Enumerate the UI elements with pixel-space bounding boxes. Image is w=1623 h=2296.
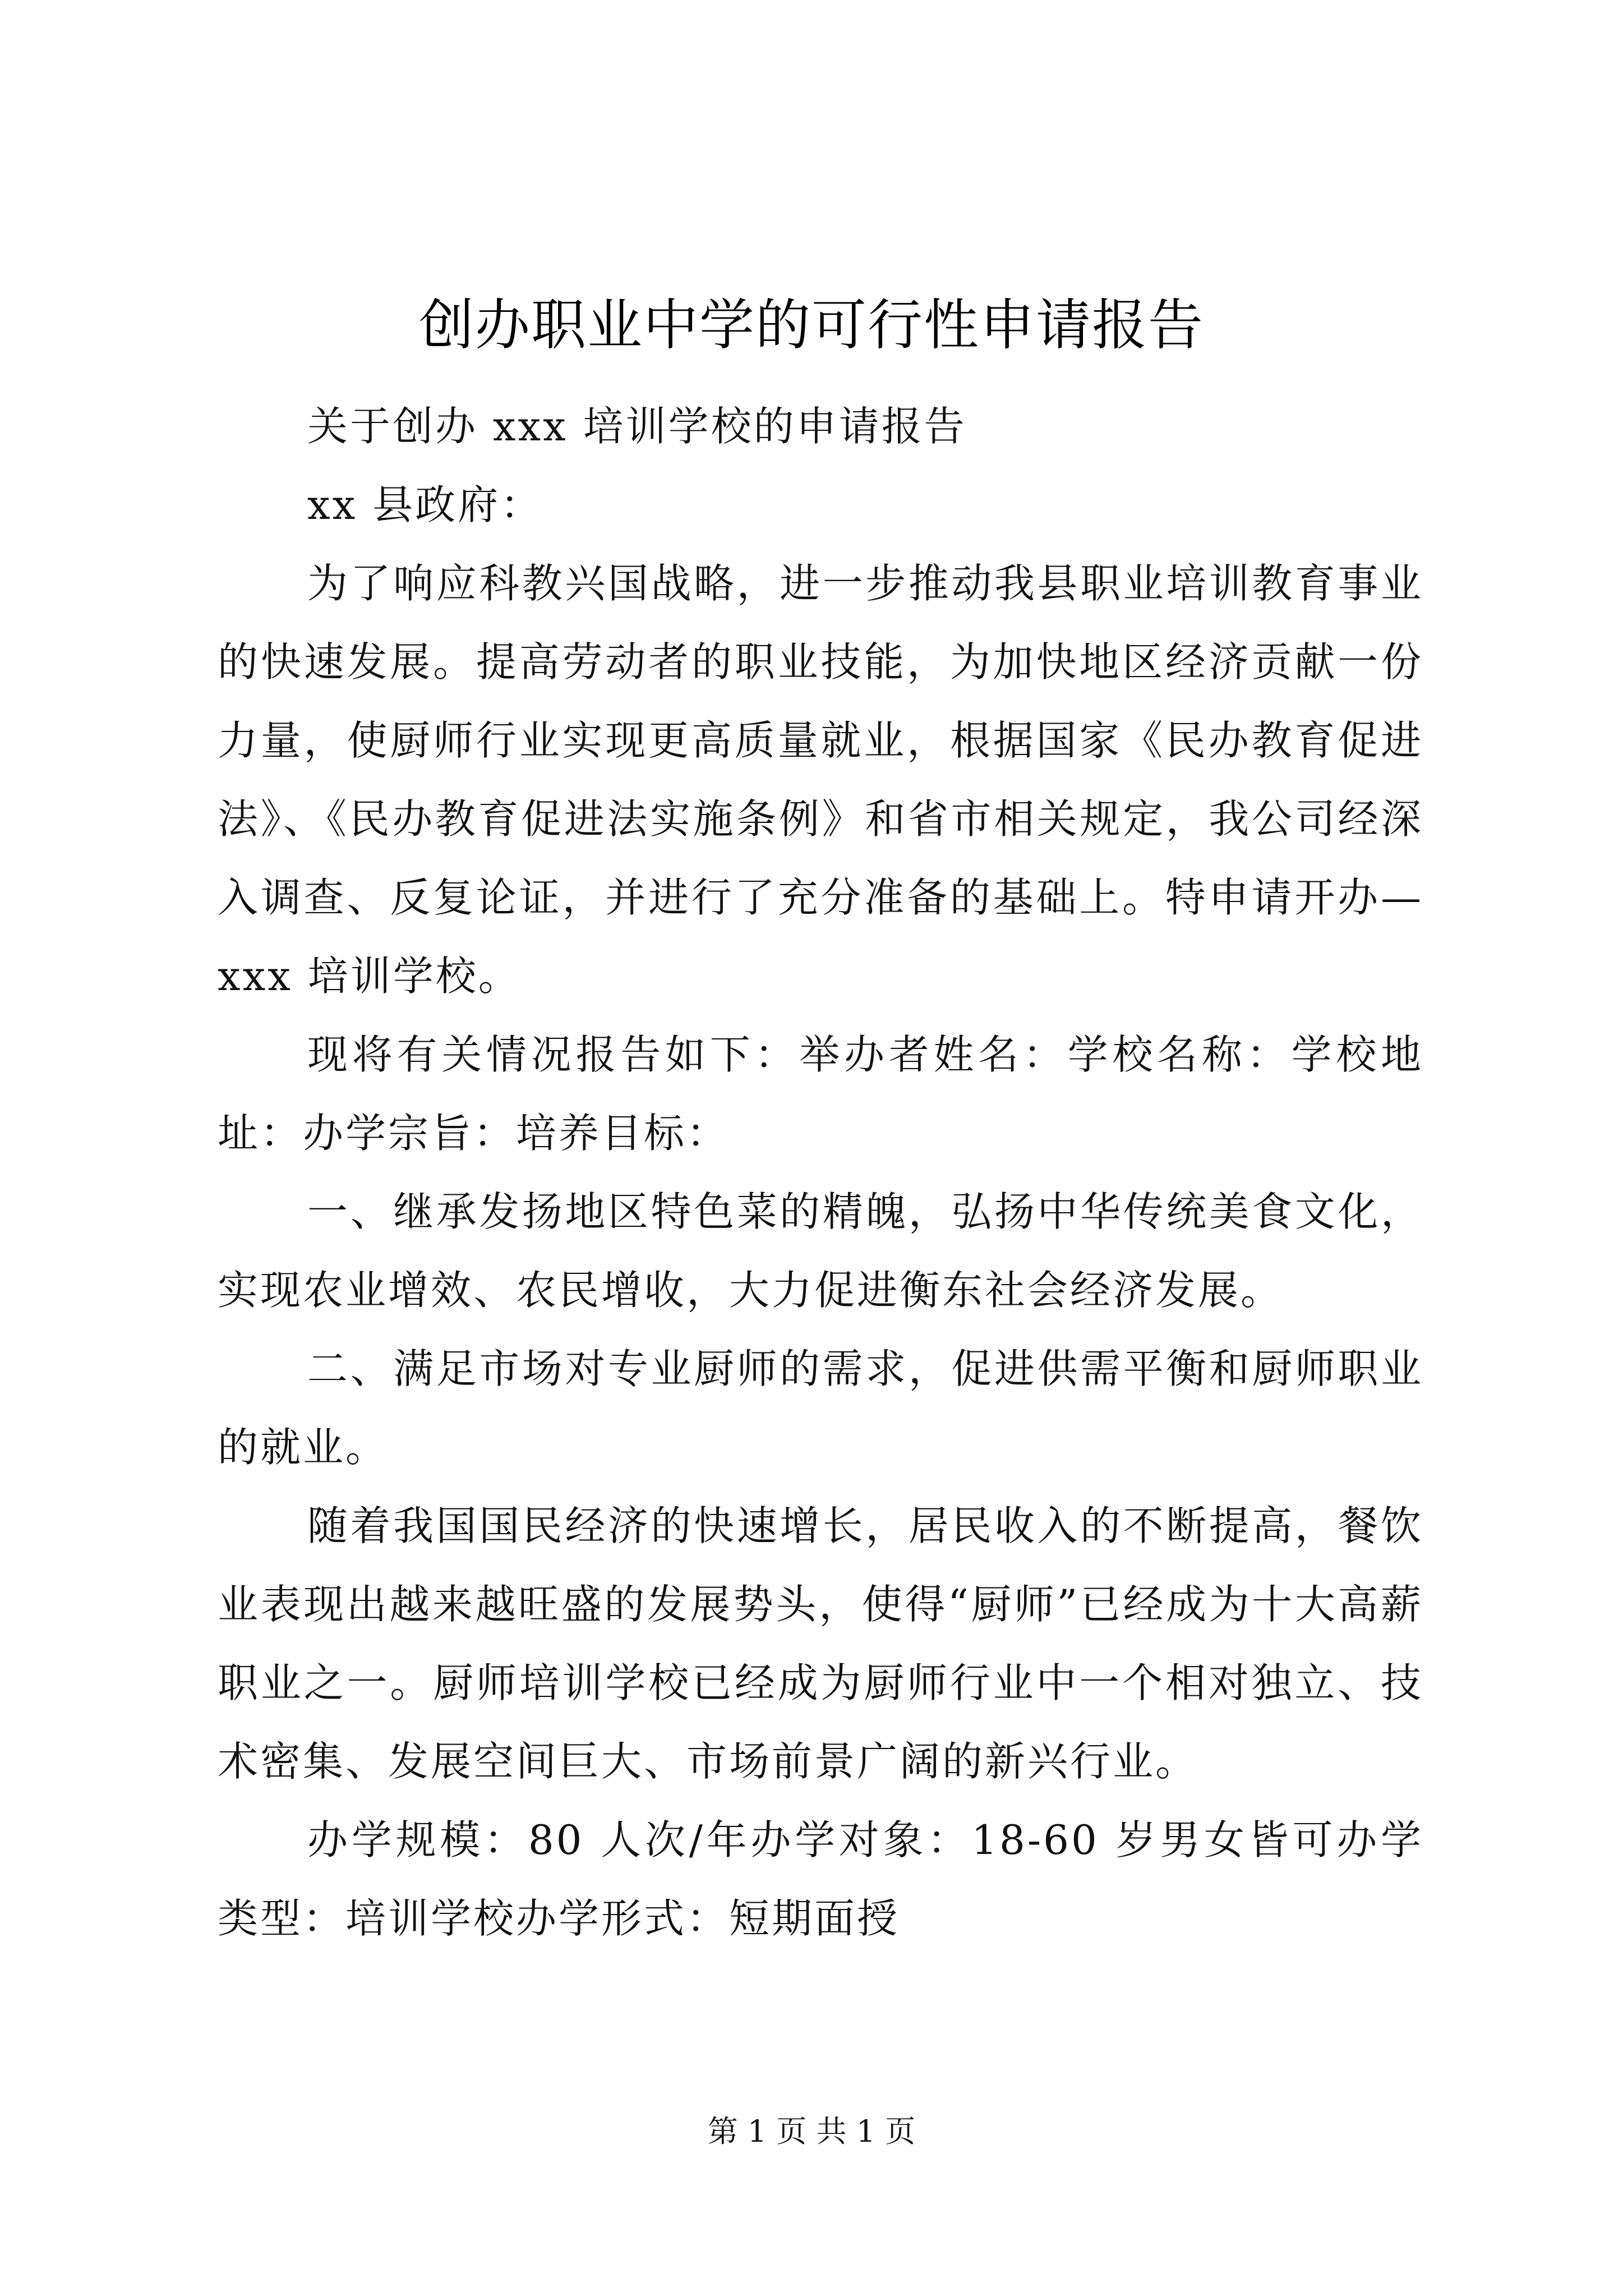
- paragraph-purpose: 为了响应科教兴国战略，进一步推动我县职业培训教育事业的快速发展。提高劳动者的职业技能，为加快地区经济贡献一份力量，使厨师行业实现更高质量就业，根据国家《民办教育促进法》、《民办教育促进法实施条例》和省市相关规定，我公司经深入调查、反复论证，并进行了充分准备的基础上。特申请开办—xxx 培训学校。: [218, 560, 1423, 1000]
- document-title: 创办职业中学的可行性申请报告: [418, 293, 1204, 357]
- page-number: 第 1 页 共 1 页: [707, 2114, 916, 2149]
- paragraph-goal-two: 二、满足市场对专业厨师的需求，促进供需平衡和厨师职业的就业。: [218, 1345, 1423, 1471]
- paragraph-background: 随着我国国民经济的快速增长，居民收入的不断提高，餐饮业表现出越来越旺盛的发展势头，使得“厨师”已经成为十大高薪职业之一。厨师培训学校已经成为厨师行业中一个相对独立、技术密集、发展空间巨大、市场前景广阔的新兴行业。: [218, 1502, 1423, 1785]
- document-body: [218, 387, 1423, 1958]
- paragraph-salutation: xx 县政府：: [307, 481, 543, 528]
- paragraph-scale: 办学规模：80 人次/年办学对象：18-60 岁男女皆可办学类型：培训学校办学形式：短期面授: [218, 1816, 1423, 1942]
- paragraph-subject: 关于创办 xxx 培训学校的申请报告: [307, 403, 967, 450]
- paragraph-goal-one: 一、继承发扬地区特色菜的精魄，弘扬中华传统美食文化，实现农业增效、农民增收，大力促进衡东社会经济发展。: [218, 1188, 1423, 1314]
- paragraph-basic-info: 现将有关情况报告如下：举办者姓名：学校名称：学校地址：办学宗旨：培养目标：: [218, 1031, 1423, 1157]
